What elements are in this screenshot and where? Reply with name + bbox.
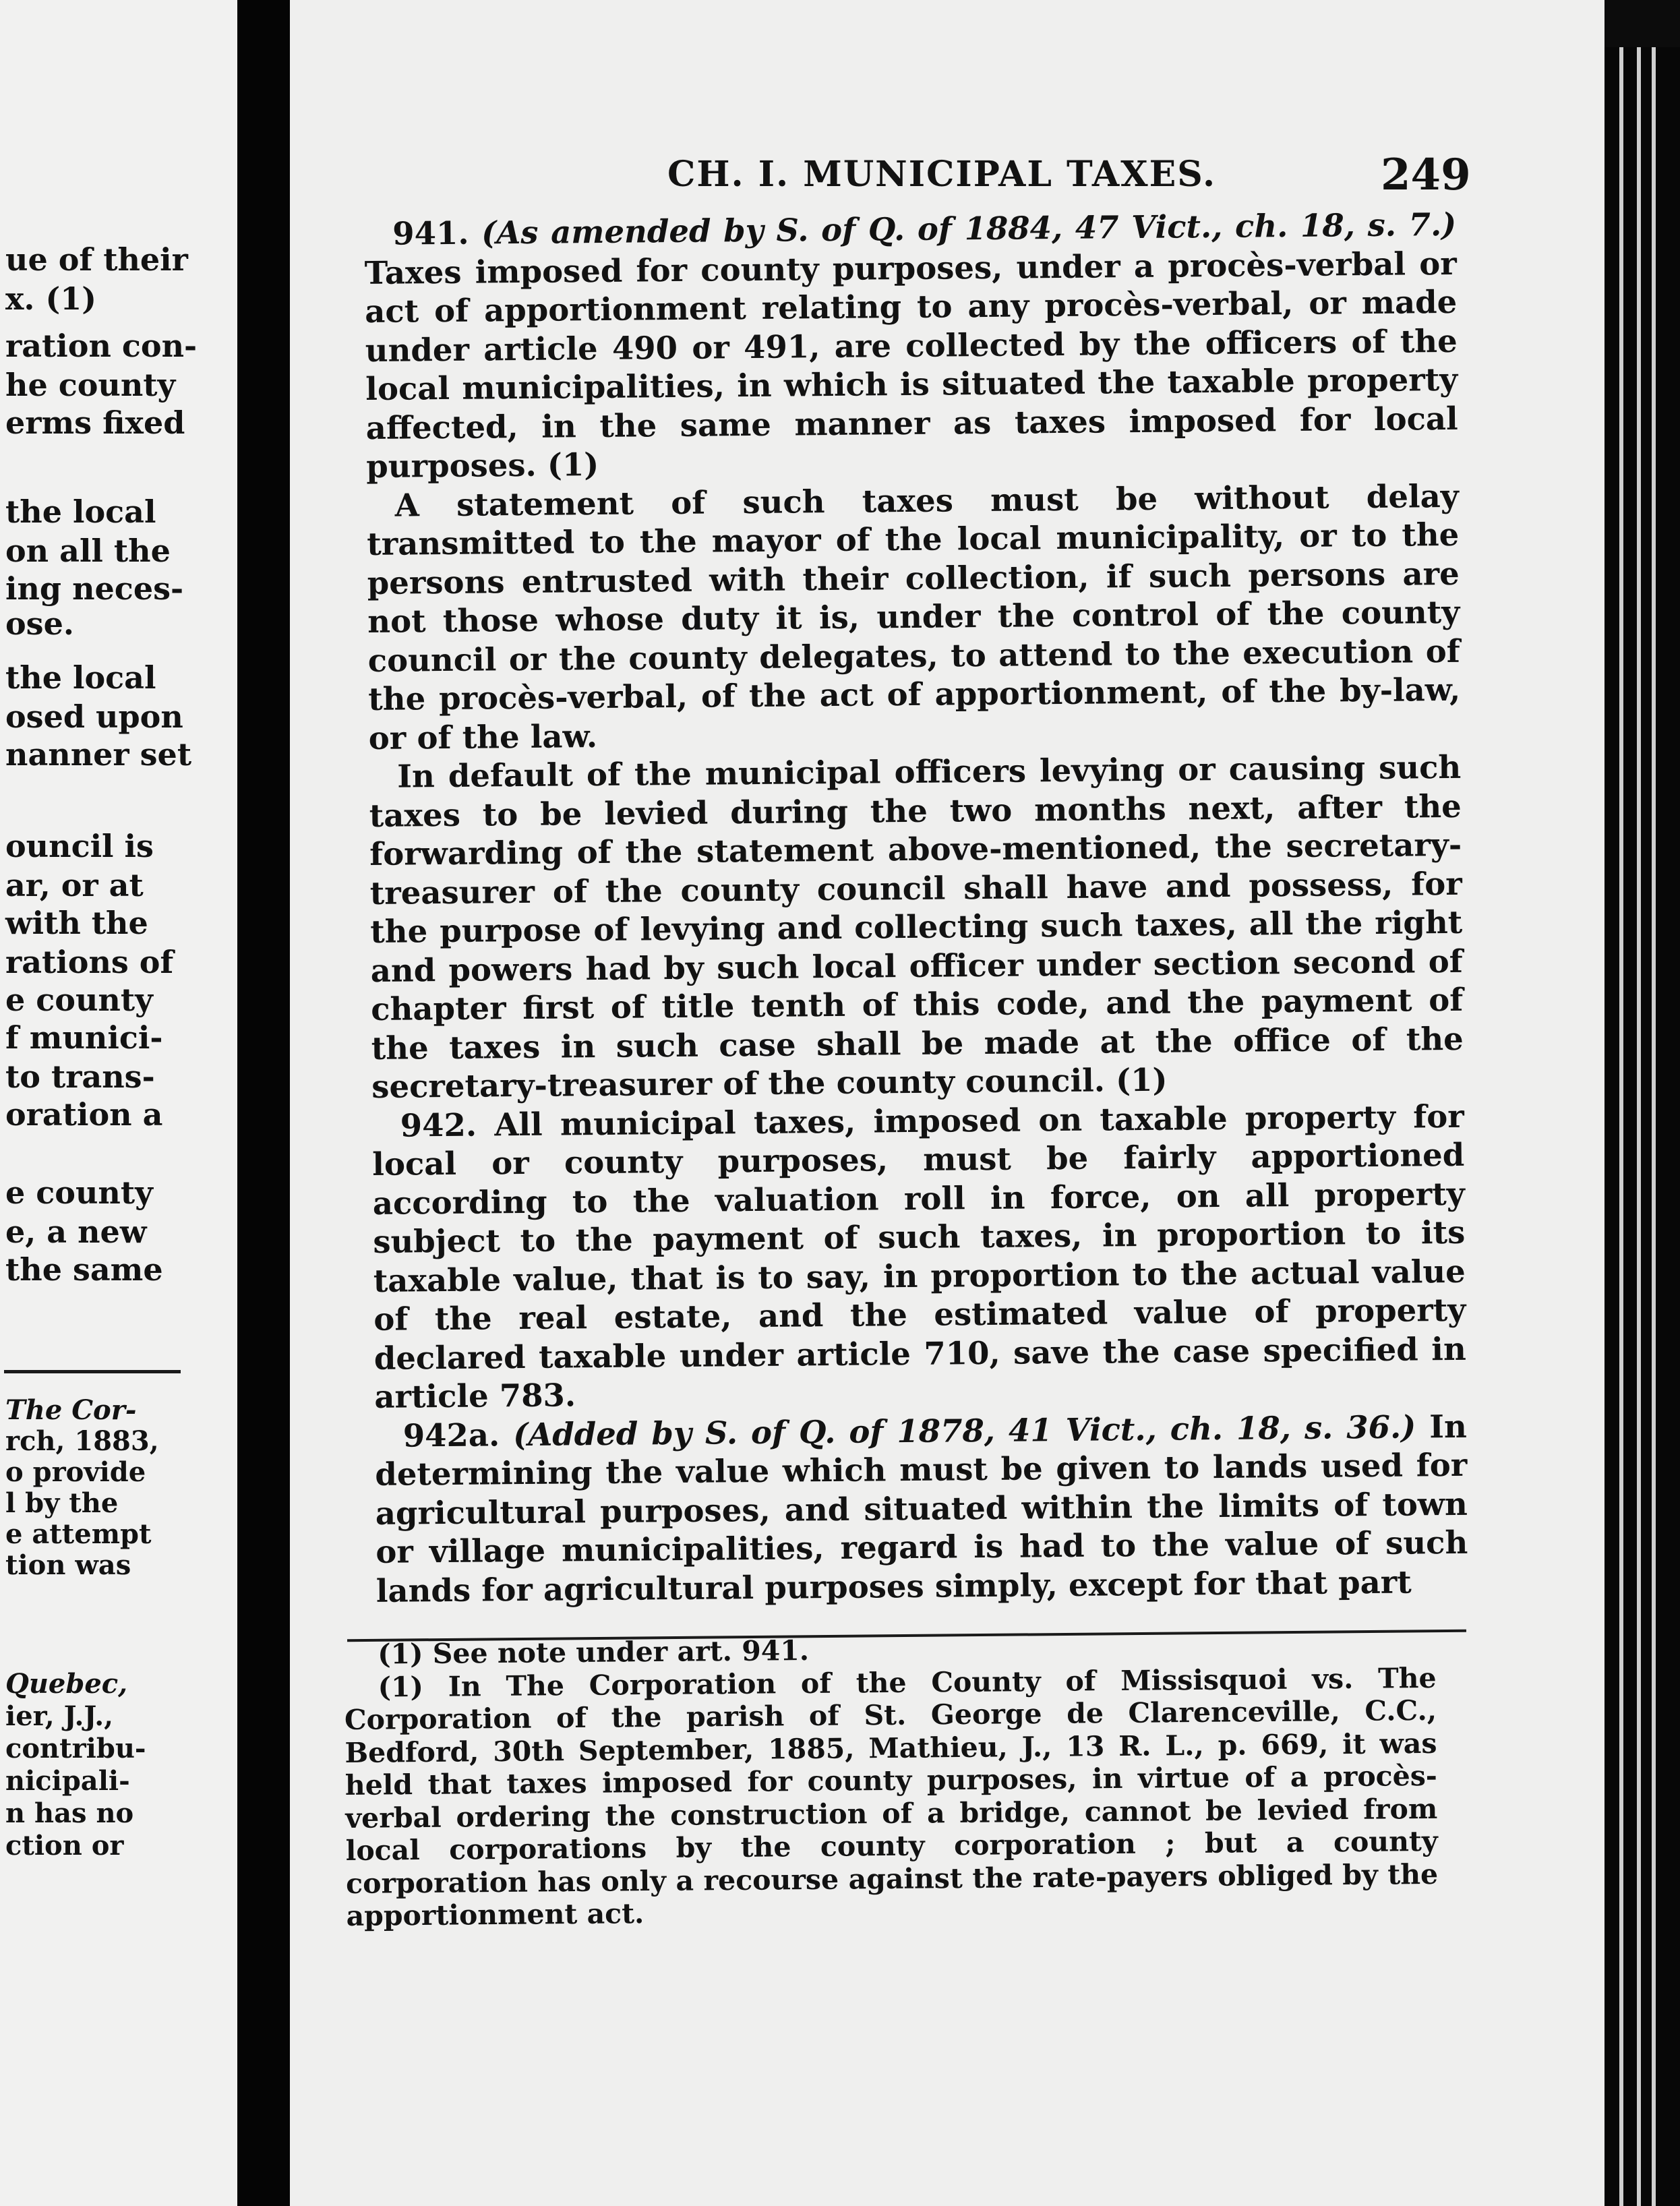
left-footnote-line: Quebec, [5,1668,128,1700]
left-line: e county [5,1174,153,1211]
left-footnote-line: The Cor- [5,1394,137,1426]
left-line: ose. [5,605,74,642]
left-line: erms fixed [5,405,185,441]
article-941-paragraph-3: In default of the municipal officers levying or causing such taxes to be levied during the two months next, after the forwarding of the statement above-mentioned, the secretary-treasurer of the county council shall have and possess, for the purpose of levying and collecting such taxes, all the right and powers had by such local officer under section second of chapter first of title tenth of this code, and the payment of the taxes in such case shall be made at the office of the secretary-treasurer of the county council. (1) [369,748,1464,1105]
left-line: x. (1) [5,280,96,317]
left-line: f munici- [5,1019,163,1056]
left-line: on all the [5,533,171,569]
book-gutter [237,0,290,2206]
left-line: rations of [5,944,174,980]
amendment-note: (Added by S. of Q. of 1878, 41 Vict., ch. 18, s. 36.) [512,1407,1416,1453]
article-941-paragraph-1 [364,205,1458,486]
left-footnote-line: contribu- [5,1733,146,1764]
article-942a [375,1406,1468,1610]
left-line: the local [5,494,156,530]
left-line: ration con- [5,328,198,364]
left-line: the local [5,659,156,696]
main-page [290,0,1604,2206]
left-line: e, a new [5,1214,147,1250]
left-line: osed upon [5,698,183,735]
left-footnote-line: ier, J.J., [5,1700,114,1732]
left-footnote-line: e attempt [5,1518,152,1550]
footnote-2: (1) In The Corporation of the County of Missisquoi vs. The Corporation of the parish of St. George de Clarenceville, C.C., Bedford, 30th September, 1885, Mathieu, J., 13 R. L., p. 669, it was held that taxes imposed for county purposes, in virtue of a procès-verbal ordering the construction of a bridge, cannot be levied from local corporations by the county corporation ; but a county corporation has only a recourse against the rate-payers obliged by the apportionment act. [344,1661,1439,1932]
left-line: with the [5,905,148,941]
article-text: In determining the value which must be given to lands used for agricultural purposes, and situated within the limits of town or village municipalities, regard is had to the value of such lands for agricultural purposes simply, except for that part [375,1407,1468,1609]
left-footnote-line: o provide [5,1456,146,1488]
left-line: ue of their [5,241,188,278]
amendment-note: (As amended by S. of Q. of 1884, 47 Vict., ch. 18, s. 7.) [481,205,1457,251]
page-edge-line [1637,47,1641,2206]
left-line: he county [5,367,176,403]
left-line: ing neces- [5,570,184,607]
left-footnote-line: ction or [5,1830,124,1861]
left-line: to trans- [5,1059,155,1095]
body-text [364,205,1468,1610]
page-edge-line [1652,47,1656,2206]
footnote-1: (1) See note under art. 941. [377,1634,810,1671]
article-942 [372,1096,1467,1416]
article-number: 942. [400,1106,477,1144]
article-number: 941. [392,214,469,252]
left-line: oration a [5,1096,163,1133]
left-footnote-line: n has no [5,1797,134,1829]
footnotes [344,1629,1439,1933]
left-footnote-rule [4,1370,181,1373]
left-line: nanner set [5,736,192,773]
article-941-paragraph-2: A statement of such taxes must be without delay transmitted to the mayor of the local municipality, or to the persons entrusted with their collection, if such persons are not those whose duty it is, under the control of the county council or the county delegates, to attend to the execution of the procès-verbal, of the act of apportionment, of the by-law, or of the law. [367,477,1461,756]
left-footnote-line: tion was [5,1549,131,1581]
left-footnote-line: l by the [5,1487,119,1519]
left-footnote-line: nicipali- [5,1765,130,1797]
page-edge-line [1619,47,1623,2206]
left-footnote-line: rch, 1883, [5,1425,159,1457]
page-number: 249 [1381,150,1471,200]
left-line: ouncil is [5,828,154,864]
article-number: 942a. [402,1415,500,1454]
left-line: e county [5,982,153,1018]
left-line: ar, or at [5,867,144,903]
left-line: the same [5,1251,163,1288]
page-edge [1604,47,1680,2206]
article-text: Taxes imposed for county purposes, under a procès-verbal or act of apportionment relating to any procès-verbal, or made under article 490 or 491, are collected by the officers of the local municipalities, in which is situated the taxable property affected, in the same manner as taxes imposed for local purposes. (1) [364,244,1458,485]
running-title: CH. I. MUNICIPAL TAXES. [667,154,1217,195]
left-facing-page [0,0,237,2206]
article-text: All municipal taxes, imposed on taxable property for local or county purposes, must be fairly apportioned according to the valuation roll in force, on all property subject to the payment of such taxes, in proportion to its taxable value, that is to say, in proportion to the actual value of the real estate, and the estimated value of property declared taxable under article 710, save the case specified in article 783. [372,1097,1466,1415]
